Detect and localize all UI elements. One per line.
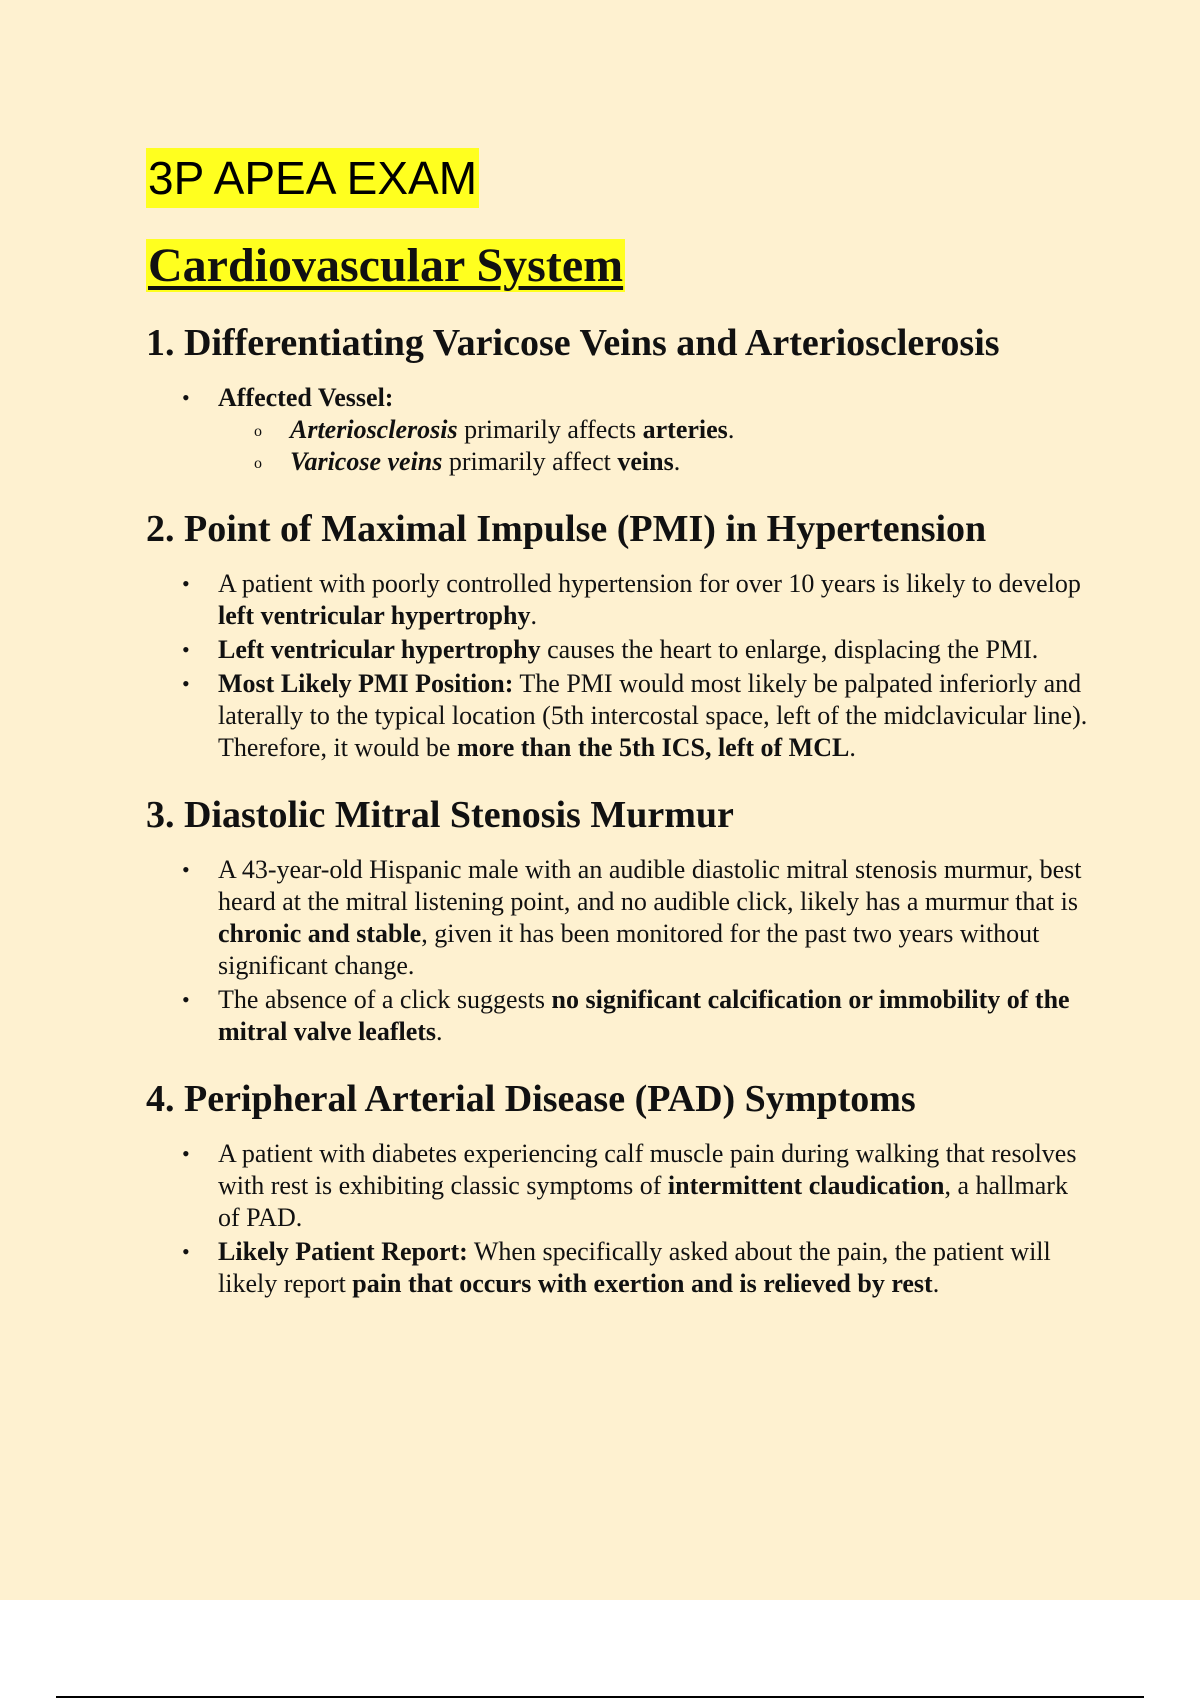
strong-text: intermittent claudication xyxy=(667,1171,945,1200)
text: . xyxy=(727,415,735,444)
strong-text: chronic and stable xyxy=(218,919,422,948)
text: The PMI would most likely be palpated inferiorly and laterally to the typical location (5th intercostal space, left of the midclavicular line). Therefore, it would be xyxy=(218,669,1088,762)
term: Varicose veins xyxy=(290,447,443,476)
strong-text: more than the 5th ICS, left of MCL xyxy=(456,733,850,762)
text: . xyxy=(849,733,856,762)
list-item xyxy=(218,634,1096,666)
list-item xyxy=(218,1138,1096,1234)
text: . xyxy=(932,1269,940,1298)
list-item xyxy=(218,568,1096,632)
text: primarily affect xyxy=(442,447,618,476)
sub-list xyxy=(218,414,1096,478)
text: The absence of a click suggests xyxy=(218,985,552,1014)
footer-divider xyxy=(56,1696,1144,1698)
exam-title: 3P APEA EXAM xyxy=(146,148,479,208)
term: Arteriosclerosis xyxy=(290,415,458,444)
text: . xyxy=(530,601,537,630)
list-item xyxy=(218,854,1096,982)
section-4-list xyxy=(146,1138,1096,1300)
text: primarily affects xyxy=(457,415,643,444)
document-content xyxy=(146,148,1096,1302)
label: Most Likely PMI Position: xyxy=(218,669,514,698)
affected-vessel-label: Affected Vessel: xyxy=(218,383,394,412)
strong-text: pain that occurs with exertion and is relieved by rest xyxy=(352,1269,933,1298)
text: . xyxy=(436,1017,443,1046)
text: A patient with diabetes experiencing calf muscle pain during walking that resolves with rest is exhibiting classic symptoms of xyxy=(218,1139,1077,1200)
list-item xyxy=(218,382,1096,478)
list-item xyxy=(218,984,1096,1048)
list-item xyxy=(218,668,1096,764)
section-3-list xyxy=(146,854,1096,1048)
section-2-heading: 2. Point of Maximal Impulse (PMI) in Hypertension xyxy=(146,508,987,550)
sub-list-item xyxy=(290,414,1096,446)
text: causes the heart to enlarge, displacing the PMI. xyxy=(540,635,1039,664)
label: Likely Patient Report: xyxy=(218,1237,468,1266)
strong-text: veins xyxy=(617,447,674,476)
strong-text: left ventricular hypertrophy xyxy=(218,601,531,630)
section-4-heading: 4. Peripheral Arterial Disease (PAD) Symptoms xyxy=(146,1078,916,1120)
strong-text: Left ventricular hypertrophy xyxy=(218,635,541,664)
system-title-wrap xyxy=(146,238,1096,294)
list-item xyxy=(218,1236,1096,1300)
section-1-heading: 1. Differentiating Varicose Veins and Arteriosclerosis xyxy=(146,322,1000,364)
strong-text: no significant calcification or immobility of the mitral valve leaflets xyxy=(218,985,1070,1046)
system-title: Cardiovascular System xyxy=(148,239,624,292)
section-2-list xyxy=(146,568,1096,764)
text: When specifically asked about the pain, the patient will likely report xyxy=(218,1237,1051,1298)
sub-list-item xyxy=(290,446,1096,478)
text: , a hallmark of PAD. xyxy=(218,1171,1068,1232)
text: . xyxy=(673,447,681,476)
strong-text: arteries xyxy=(642,415,728,444)
text: , given it has been monitored for the past two years without significant change. xyxy=(218,919,1040,980)
text: A 43-year-old Hispanic male with an audible diastolic mitral stenosis murmur, best heard at the mitral listening point, and no audible click, likely has a murmur that is xyxy=(218,855,1082,916)
section-1-list xyxy=(146,382,1096,478)
section-3-heading: 3. Diastolic Mitral Stenosis Murmur xyxy=(146,794,734,836)
text: A patient with poorly controlled hypertension for over 10 years is likely to develop xyxy=(218,569,1081,598)
